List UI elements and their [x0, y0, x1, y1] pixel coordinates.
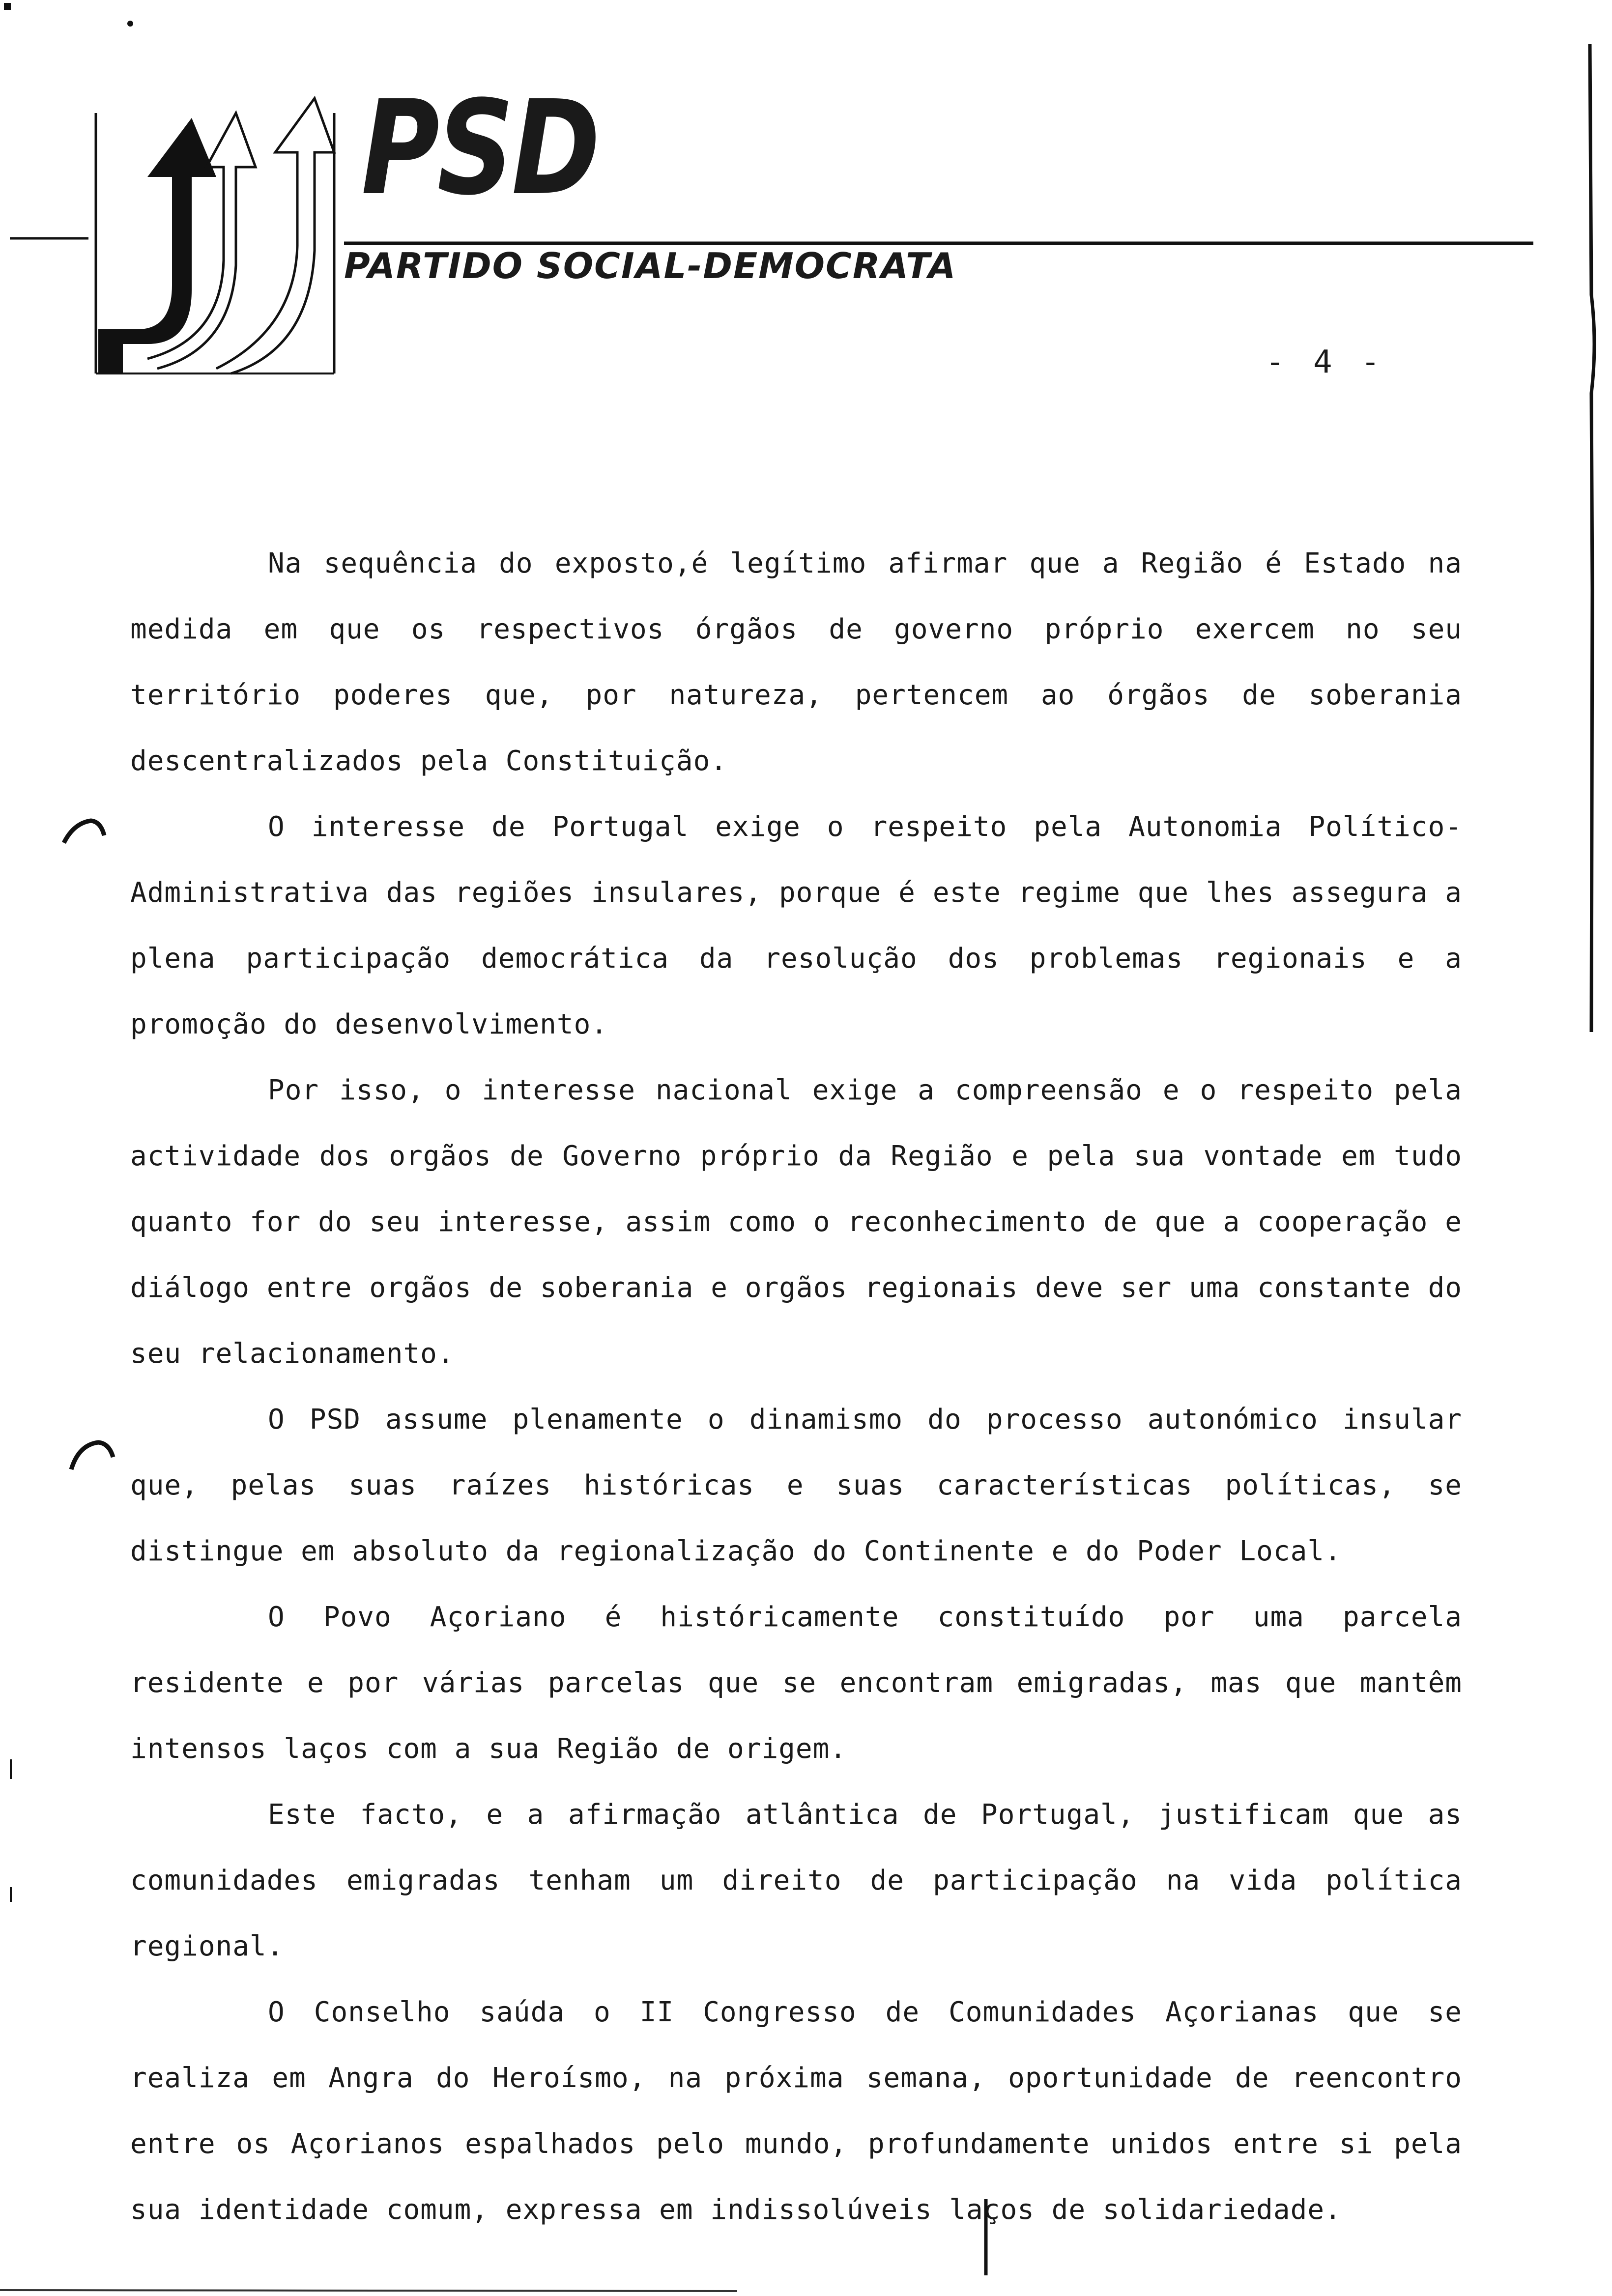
paragraph: Na sequência do exposto,é legítimo afirmar que a Região é Estado na medida em que os respectivos órgãos de governo próprio exercem no seu território poderes que, por natureza, pertencem ao órgãos de soberania descentralizados pela Constituição.	[130, 547, 1462, 777]
page-number: - 4 -	[1266, 344, 1385, 380]
paragraph: O PSD assume plenamente o dinamismo do processo autonómico insular que, pelas suas raízes históricas e suas características políticas, se distingue em absoluto da regionalização do Continente e do Poder Local.	[130, 1404, 1462, 1567]
paragraph: Por isso, o interesse nacional exige a compreensão e o respeito pela actividade dos orgãos de Governo próprio da Região e pela sua vontade em tudo quanto for do seu interesse, assim como o reconhecimento de que a cooperação e diálogo entre orgãos de soberania e orgãos regionais deve ser uma constante do seu relacionamento.	[130, 1074, 1462, 1370]
document-body	[130, 531, 1462, 2243]
paragraph: O Conselho saúda o II Congresso de Comunidades Açorianas que se realiza em Angra do Heroísmo, na próxima semana, oportunidade de reencontro entre os Açorianos espalhados pelo mundo, profundamente unidos entre si pela sua identidade comum, expressa em indissolúveis laços de solidariedade.	[130, 1996, 1462, 2226]
party-name: PARTIDO SOCIAL-DEMOCRATA	[344, 245, 957, 287]
paragraph: O interesse de Portugal exige o respeito pela Autonomia Político-Administrativa das regiões insulares, porque é este regime que lhes assegura a plena participação democrática da resolução dos problemas regionais e a promoção do desenvolvimento.	[130, 811, 1462, 1040]
psd-arrows-logo	[0, 54, 1563, 388]
paragraph: O Povo Açoriano é históricamente constituído por uma parcela residente e por várias parcelas que se encontram emigradas, mas que mantêm intensos laços com a sua Região de origem.	[130, 1601, 1462, 1765]
party-abbreviation: PSD	[361, 73, 598, 224]
paragraph: Este facto, e a afirmação atlântica de Portugal, justificam que as comunidades emigradas tenham um direito de participação na vida política regional.	[130, 1799, 1462, 1962]
